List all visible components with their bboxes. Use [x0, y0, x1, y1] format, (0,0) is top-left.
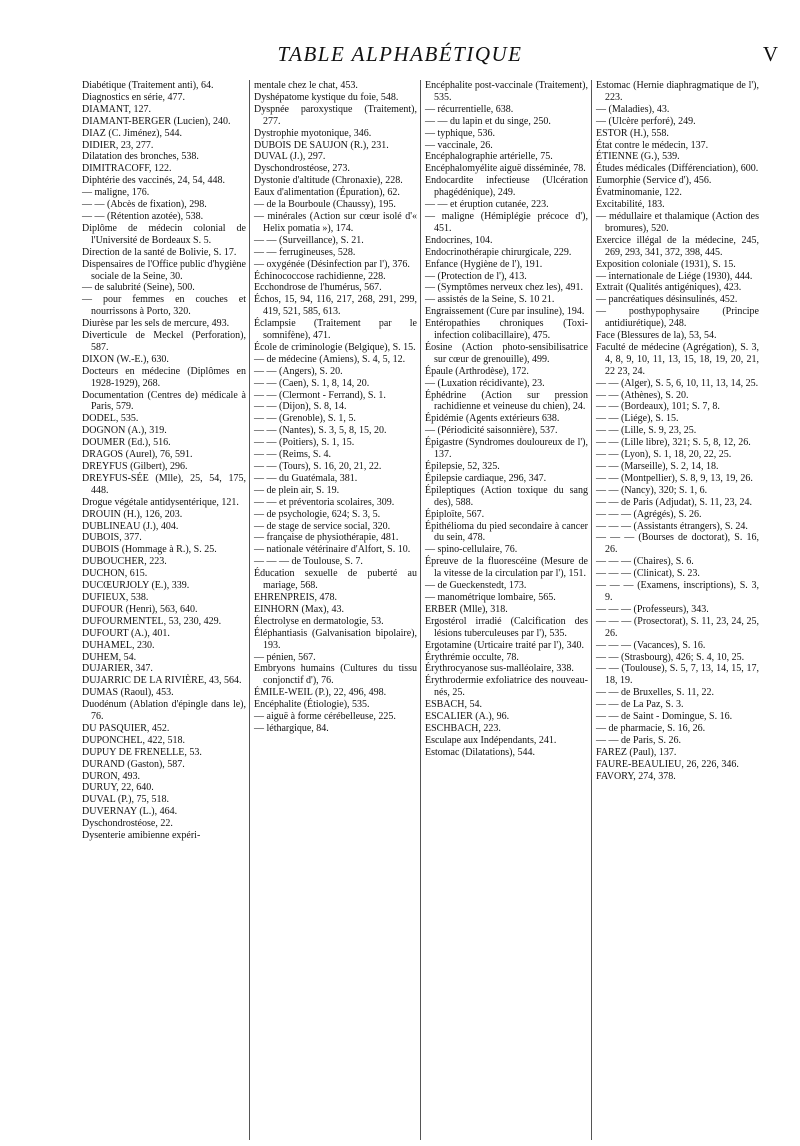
index-entry: — aiguë à forme cérébelleuse, 225.	[254, 711, 396, 723]
index-entry: ÉTIENNE (G.), 539.	[596, 151, 680, 163]
index-entry: — pour femmes en couches et nourrissons à Porto, 320.	[82, 294, 246, 318]
index-entry: — manométrique lombaire, 565.	[425, 591, 556, 603]
index-entry: — — (Reims, S. 4.	[254, 449, 331, 461]
index-entry: — — (Poitiers), S. 1, 15.	[254, 437, 355, 449]
index-entry: Diverticule de Meckel (Perforation), 587.	[82, 330, 246, 353]
page-number: V	[762, 42, 778, 66]
index-entry: — de stage de service social, 320.	[254, 520, 391, 532]
index-entry: — — (Bordeaux), 101; S. 7, 8.	[596, 401, 720, 413]
index-entry: Documentation (Centres de) médicale à Paris, 579.	[82, 389, 246, 413]
index-entry: — — — de Toulouse, S. 7.	[254, 556, 363, 568]
index-entry: — typhique, 536.	[425, 127, 495, 139]
index-entry: DUCŒURJOLY (E.), 339.	[82, 580, 190, 592]
index-entry: Éosine (Action photo-sensibilisatrice sur cœur de grenouille), 499.	[425, 341, 588, 365]
index-entry: Estomac (Dilatations), 544.	[425, 746, 535, 758]
index-entry: — minérales (Action sur cœur isolé d'« Helix pomatia »), 174.	[254, 210, 417, 234]
index-entry: — — du Guatémala, 381.	[254, 472, 358, 484]
index-entry: Entéropathies chroniques (Toxi-infection colibacillaire), 475.	[425, 318, 588, 342]
index-column-1	[78, 80, 249, 1140]
index-entry: Extrait (Qualités antigéniques), 423.	[596, 282, 742, 294]
index-columns	[78, 80, 784, 1140]
index-entry: Enfance (Hygiène de l'), 191.	[425, 258, 543, 270]
index-entry: — — — (Agrégés), S. 26.	[596, 508, 702, 520]
index-entry: DUFOURT (A.), 401.	[82, 627, 170, 639]
index-entry: Épidémie (Agents extérieurs 638.	[425, 413, 560, 425]
index-entry: Dispensaires de l'Office public d'hygiène sociale de la Seine, 30.	[82, 258, 246, 282]
index-entry: Érythrémie occulte, 78.	[425, 651, 519, 663]
index-entry: — — (Montpellier), S. 8, 9, 13, 19, 26.	[596, 472, 753, 484]
index-entry: DUCHON, 615.	[82, 568, 148, 580]
index-entry: Échinococcose rachidienne, 228.	[254, 270, 386, 282]
index-entry: DREYFUS-SÉE (Mlle), 25, 54, 175, 448.	[82, 472, 246, 496]
index-entry: Électrolyse en dermatologie, 53.	[254, 615, 384, 627]
index-entry: — oxygénée (Désinfection par l'), 376.	[254, 258, 410, 270]
index-entry: Esculape aux Indépendants, 241.	[425, 734, 557, 746]
index-entry: Encéphalomyélite aiguë disséminée, 78.	[425, 163, 586, 175]
index-entry: — — (Nantes), S. 3, 5, 8, 15, 20.	[254, 425, 387, 437]
index-entry: Épiploïte, 567.	[425, 508, 485, 520]
index-entry: — française de physiothérapie, 481.	[254, 532, 399, 544]
index-entry: DIAMANT, 127.	[82, 103, 151, 115]
index-entry: Embryons humains (Cultures du tissu conjonctif d'), 76.	[254, 663, 417, 687]
index-entry: — — (Alger), S. 5, 6, 10, 11, 13, 14, 25.	[596, 377, 759, 389]
index-entry: — de Gueckenstedt, 173.	[425, 580, 527, 592]
index-entry: DIMITRACOFF, 122.	[82, 163, 172, 175]
index-entry: DUVAL (J.), 297.	[254, 151, 326, 163]
index-entry: Ecchondrose de l'humérus, 567.	[254, 282, 382, 294]
index-entry: École de criminologie (Belgique), S. 15.	[254, 341, 416, 353]
index-entry: Docteurs en médecine (Diplômes en 1928-1929), 268.	[82, 365, 246, 389]
index-entry: Études médicales (Différenciation), 600.	[596, 163, 759, 175]
index-entry: — — du lapin et du singe, 250.	[425, 115, 551, 127]
index-entry: Duodénum (Ablation d'épingle dans le), 76.	[82, 699, 246, 723]
index-entry: Excitabilité, 183.	[596, 199, 665, 211]
index-entry: DU PASQUIER, 452.	[82, 722, 170, 734]
index-entry: DIAMANT-BERGER (Lucien), 240.	[82, 115, 231, 127]
index-entry: Diurèse par les sels de mercure, 493.	[82, 318, 230, 330]
index-entry: Diphtérie des vaccinés, 24, 54, 448.	[82, 175, 226, 187]
index-entry: — (Symptômes nerveux chez les), 491.	[425, 282, 584, 294]
index-entry: — — — (Prosectorat), S. 11, 23, 24, 25, 26.	[596, 615, 759, 639]
index-entry: ÉMILE-WEIL (P.), 22, 496, 498.	[254, 687, 387, 699]
index-entry: DUBOIS DE SAUJON (R.), 231.	[254, 139, 389, 151]
index-entry: Estomac (Hernie diaphragmatique de l'), 223.	[596, 80, 759, 103]
index-entry: — — — (Examens, inscriptions), S. 3, 9.	[596, 580, 759, 603]
index-entry: — — (Surveillance), S. 21.	[254, 234, 364, 246]
index-entry: mentale chez le chat, 453.	[254, 80, 358, 91]
index-entry: — — et éruption cutanée, 223.	[425, 199, 549, 211]
index-entry: — — (Toulouse), S. 5, 7, 13, 14, 15, 17, 18, 19.	[596, 663, 759, 687]
index-entry: Ergotamine (Urticaire traité par l'), 340.	[425, 639, 585, 651]
index-entry: Évatminomanie, 122.	[596, 187, 682, 199]
index-entry: — — de La Paz, S. 3.	[596, 699, 684, 711]
index-entry: Endocrines, 104.	[425, 234, 493, 246]
index-entry: Encéphalite post-vaccinale (Traitement), 535.	[425, 80, 588, 103]
index-entry: — (Périodicité saisonnière), 537.	[425, 425, 558, 437]
index-entry: Endocrinothérapie chirurgicale, 229.	[425, 246, 572, 258]
index-entry: — maligne, 176.	[82, 187, 150, 199]
index-entry: — — (Lyon), S. 1, 18, 20, 22, 25.	[596, 449, 732, 461]
index-entry: — (Ulcère perforé), 249.	[596, 115, 696, 127]
index-entry: DROUIN (H.), 126, 203.	[82, 508, 183, 520]
index-entry: Endocardite infectieuse (Ulcération phagédénique), 249.	[425, 175, 588, 199]
index-entry: DIDIER, 23, 277.	[82, 139, 154, 151]
index-entry: DUFOUR (Henri), 563, 640.	[82, 603, 198, 615]
index-entry: DUFIEUX, 538.	[82, 591, 149, 603]
index-entry: Dyschondrostéose, 273.	[254, 163, 350, 175]
index-entry: EINHORN (Max), 43.	[254, 603, 344, 615]
index-entry: DUJARRIC DE LA RIVIÈRE, 43, 564.	[82, 675, 242, 687]
index-entry: — (Protection de l'), 413.	[425, 270, 527, 282]
index-entry: Dystonie d'altitude (Chronaxie), 228.	[254, 175, 403, 187]
index-entry: — (Maladies), 43.	[596, 103, 670, 115]
index-entry: DUHAMEL, 230.	[82, 639, 155, 651]
index-entry: Eaux d'alimentation (Épuration), 62.	[254, 187, 400, 199]
index-entry: DUBLINEAU (J.), 404.	[82, 520, 179, 532]
index-entry: ESBACH, 54.	[425, 699, 482, 711]
index-entry: FAREZ (Paul), 137.	[596, 746, 677, 758]
index-entry: — — (Tours), S. 16, 20, 21, 22.	[254, 461, 382, 472]
index-entry: — — — (Clinicat), S. 23.	[596, 568, 700, 580]
index-entry: — — (Angers), S. 20.	[254, 365, 343, 377]
index-entry: FAURE-BEAULIEU, 26, 226, 346.	[596, 758, 739, 770]
index-entry: — — (Caen), S. 1, 8, 14, 20.	[254, 377, 370, 389]
index-column-4	[591, 80, 762, 1140]
index-entry: Épithélioma du pied secondaire à cancer du sein, 478.	[425, 520, 588, 544]
index-entry: Éphédrine (Action sur pression rachidienne et veineuse du chien), 24.	[425, 389, 588, 413]
index-entry: DURUY, 22, 640.	[82, 782, 154, 794]
index-entry: ESCALIER (A.), 96.	[425, 711, 510, 723]
index-entry: — — (Nancy), 320; S. 1, 6.	[596, 484, 708, 496]
index-entry: Dyspnée paroxystique (Traitement), 277.	[254, 103, 417, 127]
index-entry: DREYFUS (Gilbert), 296.	[82, 461, 188, 472]
index-entry: DRAGOS (Aurel), 76, 591.	[82, 449, 193, 461]
index-entry: Dysenterie amibienne expéri-	[82, 830, 201, 842]
index-entry: Exercice illégal de la médecine, 245, 269, 293, 341, 372, 398, 445.	[596, 234, 759, 258]
index-entry: — — — (Vacances), S. 16.	[596, 639, 706, 651]
index-entry: — spino-cellulaire, 76.	[425, 544, 518, 556]
index-entry: ESTOR (H.), 558.	[596, 127, 669, 139]
index-entry: — vaccinale, 26.	[425, 139, 493, 151]
index-entry: Épileptiques (Action toxique du sang des), 588.	[425, 484, 588, 508]
index-entry: Échos, 15, 94, 116, 217, 268, 291, 299, 419, 521, 585, 613.	[254, 294, 417, 318]
index-entry: — de plein air, S. 19.	[254, 484, 340, 496]
index-entry: — — — (Chaires), S. 6.	[596, 556, 694, 568]
index-entry: — — (Marseille), S. 2, 14, 18.	[596, 461, 719, 472]
index-entry: Exposition coloniale (1931), S. 15.	[596, 258, 736, 270]
index-entry: — médullaire et thalamique (Action des bromures), 520.	[596, 210, 759, 234]
index-entry: — — — (Professeurs), 343.	[596, 603, 709, 615]
index-entry: DUMAS (Raoul), 453.	[82, 687, 174, 699]
index-entry: Érythrocyanose sus-malléolaire, 338.	[425, 663, 574, 675]
index-entry: Encéphalographie artérielle, 75.	[425, 151, 553, 163]
index-entry: Épilepsie cardiaque, 296, 347.	[425, 472, 547, 484]
index-entry: — léthargique, 84.	[254, 722, 329, 734]
index-entry: — pénien, 567.	[254, 651, 316, 663]
index-entry: Diabétique (Traitement anti), 64.	[82, 80, 214, 91]
index-entry: DUBOIS, 377.	[82, 532, 142, 544]
index-entry: DIXON (W.-E.), 630.	[82, 353, 169, 365]
index-entry: Direction de la santé de Bolivie, S. 17.	[82, 246, 237, 258]
index-entry: — — de Saint - Domingue, S. 16.	[596, 711, 733, 723]
index-entry: DUBOUCHER, 223.	[82, 556, 167, 568]
index-entry: — — (Grenoble), S. 1, 5.	[254, 413, 356, 425]
index-entry: EHRENPREIS, 478.	[254, 591, 338, 603]
index-entry: — — (Rétention azotée), 538.	[82, 210, 204, 222]
index-entry: — — de Bruxelles, S. 11, 22.	[596, 687, 714, 699]
index-entry: — de salubrité (Seine), 500.	[82, 282, 195, 294]
index-entry: — récurrentielle, 638.	[425, 103, 514, 115]
index-entry: Dyschondrostéose, 22.	[82, 818, 173, 830]
index-entry: DURAND (Gaston), 587.	[82, 758, 185, 770]
index-entry: — — (Lille libre), 321; S. 5, 8, 12, 26.	[596, 437, 751, 449]
index-entry: — — ferrugineuses, 528.	[254, 246, 356, 258]
page-header	[0, 42, 800, 76]
index-entry: FAVORY, 274, 378.	[596, 770, 676, 782]
index-entry: DUFOURMENTEL, 53, 230, 429.	[82, 615, 222, 627]
index-entry: — — (Liége), S. 15.	[596, 413, 679, 425]
index-entry: Érythrodermie exfoliatrice des nouveau-nés, 25.	[425, 675, 588, 699]
index-entry: DOGNON (A.), 319.	[82, 425, 167, 437]
index-entry: — de la Bourboule (Chaussy), 195.	[254, 199, 396, 211]
index-entry: — — (Athènes), S. 20.	[596, 389, 689, 401]
index-entry: Eumorphie (Service d'), 456.	[596, 175, 712, 187]
index-entry: DUHEM, 54.	[82, 651, 137, 663]
index-entry: DODEL, 535.	[82, 413, 139, 425]
index-entry: — maligne (Hémiplégie précoce d'), 451.	[425, 210, 588, 234]
index-entry: — — (Strasbourg), 426; S. 4, 10, 25.	[596, 651, 745, 663]
index-entry: Ergostérol irradié (Calcification des lésions tuberculeuses par l'), 535.	[425, 615, 588, 639]
index-entry: Dystrophie myotonique, 346.	[254, 127, 372, 139]
page-title: TABLE ALPHABÉTIQUE	[277, 42, 523, 66]
index-column-2	[249, 80, 420, 1140]
index-entry: — — de Paris, S. 26.	[596, 734, 681, 746]
index-entry: — — (Dijon), S. 8, 14.	[254, 401, 347, 413]
index-entry: Diagnostics en série, 477.	[82, 91, 186, 103]
index-entry: — — (Clermont - Ferrand), S. 1.	[254, 389, 386, 401]
index-entry: — — et préventoria scolaires, 309.	[254, 496, 395, 508]
index-entry: Diplôme de médecin colonial de l'Université de Bordeaux S. 5.	[82, 222, 246, 246]
index-entry: Drogue végétale antidysentérique, 121.	[82, 496, 239, 508]
index-column-3	[420, 80, 591, 1140]
index-entry: Engraissement (Cure par insuline), 194.	[425, 306, 585, 318]
index-entry: — nationale vétérinaire d'Alfort, S. 10.	[254, 544, 411, 556]
index-entry: — pancréatiques désinsulinés, 452.	[596, 294, 738, 306]
index-entry: État contre le médecin, 137.	[596, 139, 709, 151]
index-entry: — (Luxation récidivante), 23.	[425, 377, 545, 389]
index-entry: DUPONCHEL, 422, 518.	[82, 734, 186, 746]
index-entry: — de psychologie, 624; S. 3, 5.	[254, 508, 381, 520]
index-entry: ESCHBACH, 223.	[425, 722, 501, 734]
index-entry: Épaule (Arthrodèse), 172.	[425, 365, 529, 377]
index-entry: DOUMER (Ed.), 516.	[82, 437, 171, 449]
index-entry: DIAZ (C. Jiménez), 544.	[82, 127, 182, 139]
index-entry: — — — (Assistants étrangers), S. 24.	[596, 520, 748, 532]
index-entry: Dilatation des bronches, 538.	[82, 151, 199, 163]
index-entry: — — (Lille, S. 9, 23, 25.	[596, 425, 697, 437]
index-entry: ERBER (Mlle), 318.	[425, 603, 508, 615]
index-entry: Face (Blessures de la), 53, 54.	[596, 330, 717, 342]
index-entry: Faculté de médecine (Agrégation), S. 3, 4, 8, 9, 10, 11, 13, 15, 18, 19, 20, 21, 22 23, 24.	[596, 341, 759, 377]
index-entry: Éclampsie (Traitement par le somnifène), 471.	[254, 318, 417, 342]
index-entry: — de pharmacie, S. 16, 26.	[596, 722, 706, 734]
index-entry: — de médecine (Amiens), S. 4, 5, 12.	[254, 353, 406, 365]
index-entry: — — (Abcès de fixation), 298.	[82, 199, 207, 211]
index-entry: DUPUY DE FRENELLE, 53.	[82, 746, 202, 758]
index-entry: — — — (Bourses de doctorat), S. 16, 26.	[596, 532, 759, 556]
index-entry: DUVERNAY (L.), 464.	[82, 806, 178, 818]
index-entry: — assistés de la Seine, S. 10 21.	[425, 294, 555, 306]
index-entry: Épilepsie, 52, 325.	[425, 461, 500, 472]
index-entry: — posthypophysaire (Principe antidiurétique), 248.	[596, 306, 759, 330]
index-entry: — internationale de Liége (1930), 444.	[596, 270, 753, 282]
index-entry: Épigastre (Syndromes douloureux de l'), 137.	[425, 437, 588, 461]
index-entry: Épreuve de la fluorescéine (Mesure de la vitesse de la circulation par l'), 151.	[425, 556, 588, 580]
index-entry: Encéphalite (Étiologie), 535.	[254, 699, 370, 711]
index-entry: Dyshépatome kystique du foie, 548.	[254, 91, 399, 103]
index-entry: DUVAL (P.), 75, 518.	[82, 794, 169, 806]
index-entry: DUJARIER, 347.	[82, 663, 153, 675]
index-entry: DURON, 493.	[82, 770, 141, 782]
index-entry: Éducation sexuelle de puberté au mariage, 568.	[254, 568, 417, 592]
index-entry: DUBOIS (Hommage à R.), S. 25.	[82, 544, 217, 556]
index-entry: Éléphantiasis (Galvanisation bipolaire), 193.	[254, 627, 417, 651]
index-entry: — — de Paris (Adjudat), S. 11, 23, 24.	[596, 496, 753, 508]
